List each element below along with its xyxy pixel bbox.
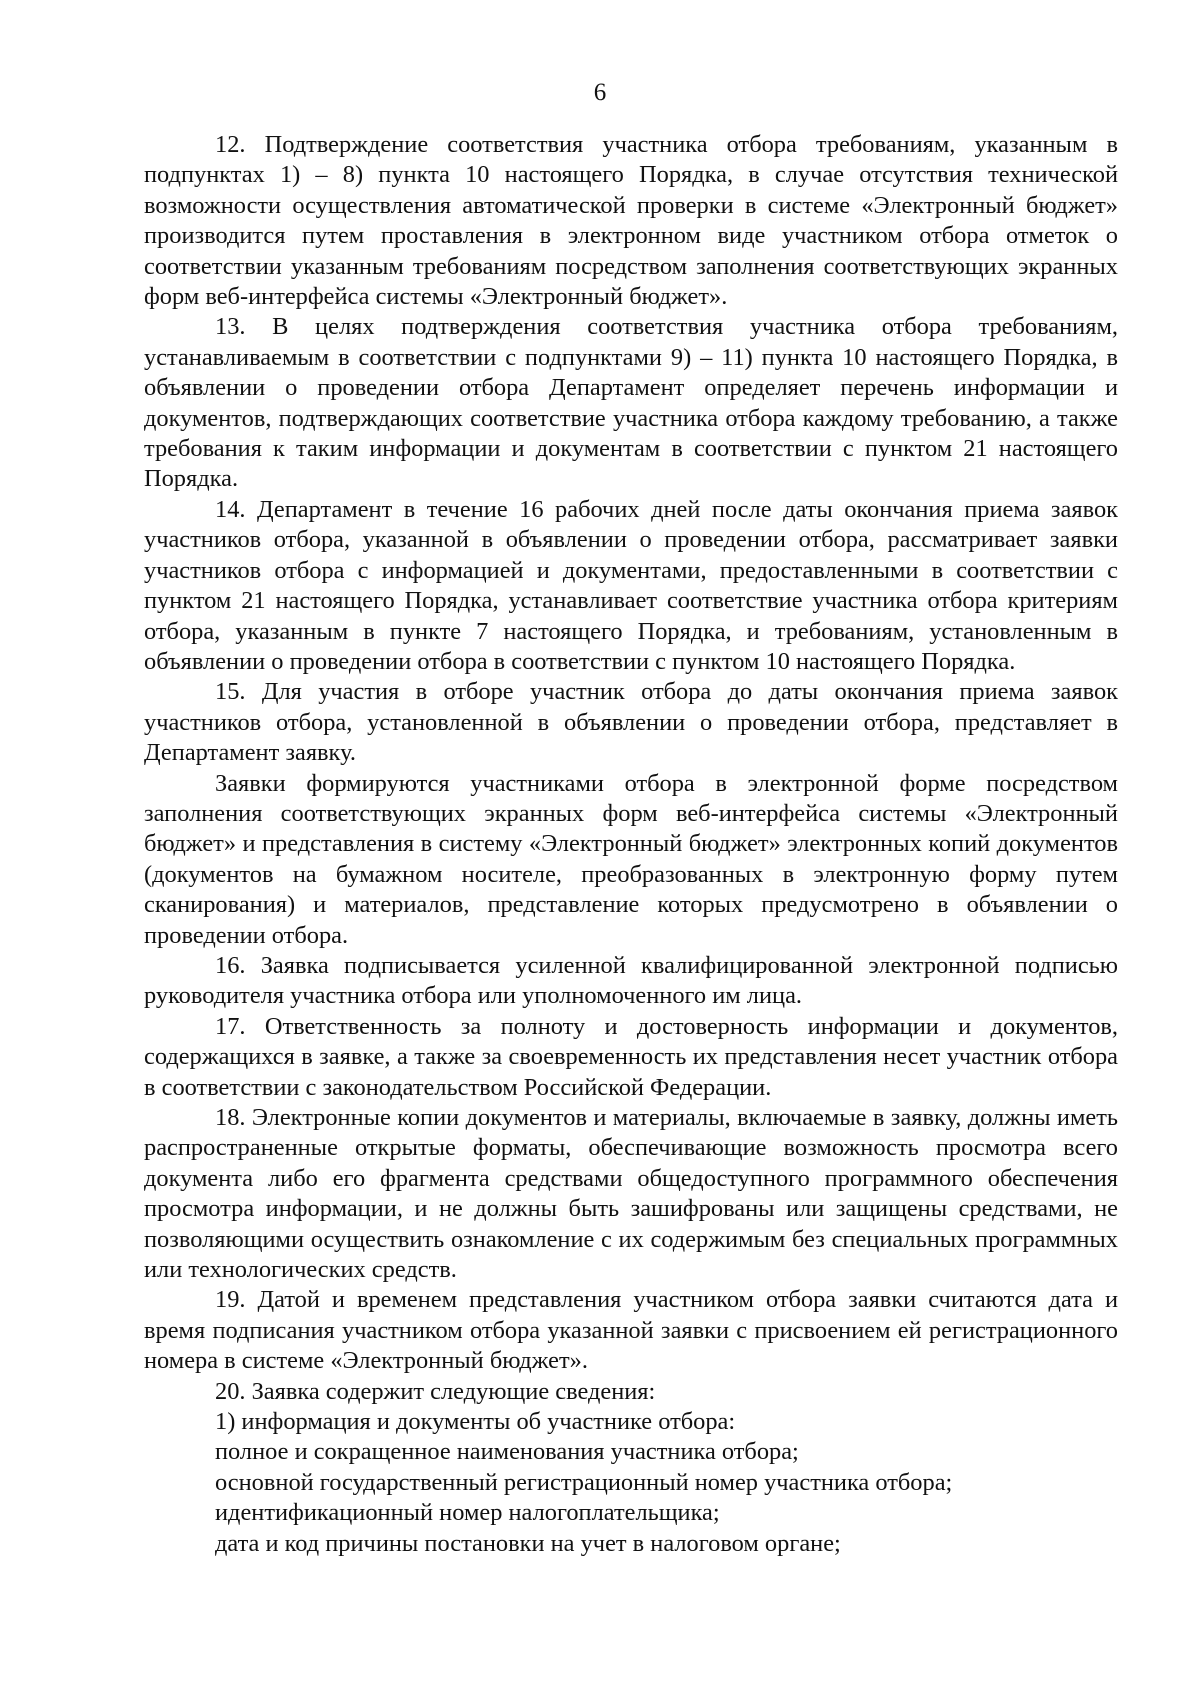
paragraph-15-continued: Заявки формируются участниками отбора в электронной форме посредством заполнения соответствующих экранных форм веб-интерфейса системы «Электронный бюджет» и представления в систему «Электронный бюджет» электронных копий документов (документов на бумажном носителе, преобразованных в электронную форму путем сканирования) и материалов, представление которых предусмотрено в объявлении о проведении отбора. xyxy=(144,769,1118,949)
list-subitem-inn: идентификационный номер налогоплательщика; xyxy=(215,1499,720,1527)
list-subitem-ogrn: основной государственный регистрационный номер участника отбора; xyxy=(215,1468,953,1496)
paragraph-19: 19. Датой и временем представления участником отбора заявки считаются дата и время подписания участником отбора указанной заявки с присвоением ей регистрационного номера в системе «Электронный бюджет». xyxy=(144,1286,1118,1375)
list-subitem-name: полное и сокращенное наименования участника отбора; xyxy=(215,1438,799,1466)
document-body xyxy=(144,130,1118,1559)
paragraph-12: 12. Подтверждение соответствия участника отбора требованиям, указанным в подпунктах 1) – 8) пункта 10 настоящего Порядка, в случае отсутствия технической возможности осуществления автоматической проверки в системе «Электронный бюджет» производится путем проставления в электронном виде участником отбора отметок о соответствии указанным требованиям посредством заполнения соответствующих экранных форм веб-интерфейса системы «Электронный бюджет». xyxy=(144,131,1118,311)
page-number: 6 xyxy=(593,79,607,106)
paragraph-20: 20. Заявка содержит следующие сведения: xyxy=(215,1377,656,1405)
list-subitem-kpp: дата и код причины постановки на учет в налоговом органе; xyxy=(215,1529,841,1557)
list-item-1: 1) информация и документы об участнике отбора: xyxy=(215,1408,736,1436)
paragraph-13: 13. В целях подтверждения соответствия участника отбора требованиям, устанавливаемым в соответствии с подпунктами 9) – 11) пункта 10 настоящего Порядка, в объявлении о проведении отбора Департамент определяет перечень информации и документов, подтверждающих соответствие участника отбора каждому требованию, а также требования к таким информации и документам в соответствии с пунктом 21 настоящего Порядка. xyxy=(144,313,1118,493)
paragraph-15: 15. Для участия в отборе участник отбора до даты окончания приема заявок участников отбора, установленной в объявлении о проведении отбора, представляет в Департамент заявку. xyxy=(144,678,1118,767)
paragraph-14: 14. Департамент в течение 16 рабочих дней после даты окончания приема заявок участников отбора, указанной в объявлении о проведении отбора, рассматривает заявки участников отбора с информацией и документами, предоставленными в соответствии с пунктом 21 настоящего Порядка, устанавливает соответствие участника отбора критериям отбора, указанным в пункте 7 настоящего Порядка, и требованиям, установленным в объявлении о проведении отбора в соответствии с пунктом 10 настоящего Порядка. xyxy=(144,495,1118,675)
paragraph-17: 17. Ответственность за полноту и достоверность информации и документов, содержащихся в заявке, а также за своевременность их представления несет участник отбора в соответствии с законодательством Российской Федерации. xyxy=(144,1012,1118,1101)
paragraph-18: 18. Электронные копии документов и материалы, включаемые в заявку, должны иметь распространенные открытые форматы, обеспечивающие возможность просмотра всего документа либо его фрагмента средствами общедоступного программного обеспечения просмотра информации, и не должны быть зашифрованы или защищены средствами, не позволяющими осуществить ознакомление с их содержимым без специальных программных или технологических средств. xyxy=(144,1104,1118,1284)
paragraph-16: 16. Заявка подписывается усиленной квалифицированной электронной подписью руководителя участника отбора или уполномоченного им лица. xyxy=(144,951,1118,1010)
